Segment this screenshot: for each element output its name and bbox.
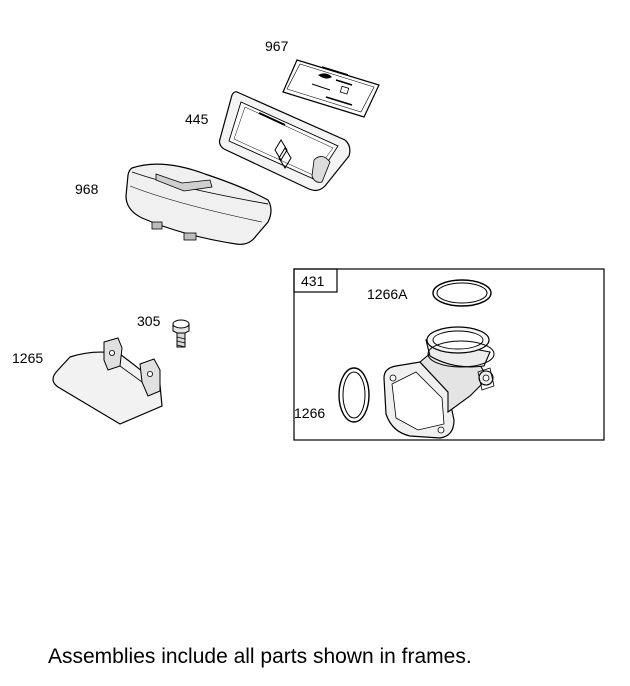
part-967-decal [283, 60, 379, 117]
part-968-housing [126, 164, 271, 244]
part-label-305: 305 [137, 313, 161, 329]
part-label-445: 445 [185, 111, 209, 127]
assembly-note: Assemblies include all parts shown in frames. [48, 645, 472, 668]
part-1266a-oring [433, 280, 491, 306]
part-305-screw [173, 320, 189, 347]
part-label-967: 967 [265, 38, 289, 54]
intake-elbow [384, 327, 494, 438]
part-label-1266: 1266 [294, 405, 326, 421]
part-label-1266a: 1266A [367, 286, 408, 302]
part-label-431: 431 [301, 273, 325, 289]
part-1266-oring [339, 368, 369, 422]
part-1265-bracket-plate [53, 338, 162, 424]
part-label-1265: 1265 [12, 350, 44, 366]
part-label-968: 968 [75, 181, 99, 197]
